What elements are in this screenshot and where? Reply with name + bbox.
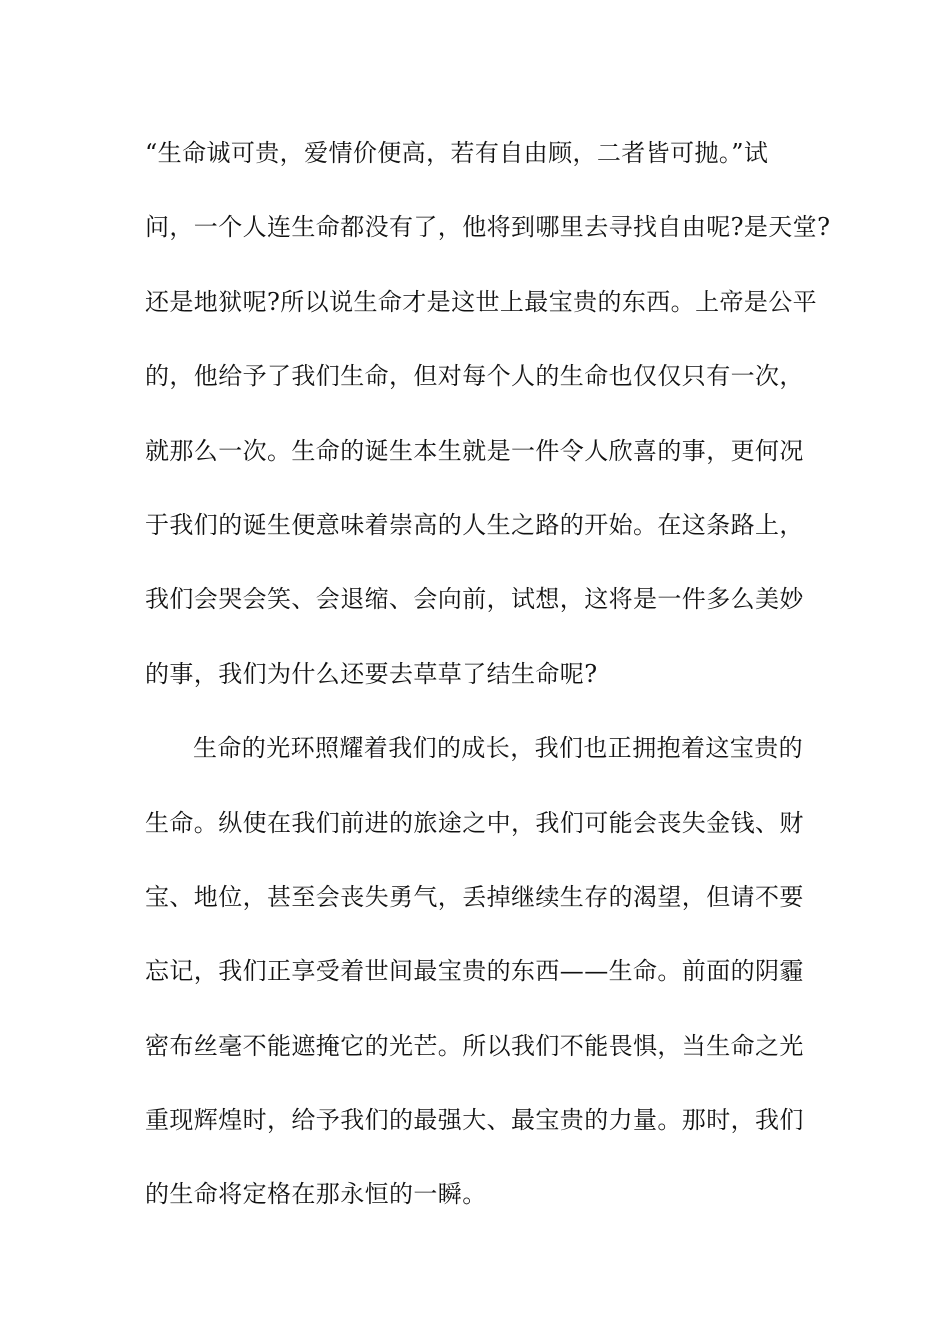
- text-line: 于我们的诞生便意味着崇高的人生之路的开始。在这条路上，: [145, 510, 804, 539]
- text-line: 生命。纵使在我们前进的旅途之中，我们可能会丧失金钱、财: [145, 808, 804, 837]
- paragraph-2: [145, 727, 825, 1248]
- text-line: 就那么一次。生命的诞生本生就是一件令人欣喜的事，更何况: [145, 436, 804, 465]
- text-line: 生命的光环照耀着我们的成长，我们也正拥抱着这宝贵的: [193, 734, 803, 763]
- text-line: 密布丝毫不能遮掩它的光芒。所以我们不能畏惧，当生命之光: [145, 1031, 804, 1060]
- text-line: 宝、地位，甚至会丧失勇气，丢掉继续生存的渴望，但请不要: [145, 882, 804, 911]
- text-line: 还是地狱呢?所以说生命才是这世上最宝贵的东西。上帝是公平: [145, 287, 818, 316]
- text-line: 忘记，我们正享受着世间最宝贵的东西——生命。前面的阴霾: [145, 957, 804, 986]
- text-line: “生命诚可贵，爱情价便高，若有自由顾，二者皆可抛。”试: [145, 139, 769, 167]
- text-line: 我们会哭会笑、会退缩、会向前，试想，这将是一件多么美妙: [145, 585, 804, 614]
- text-line: 重现辉煌时，给予我们的最强大、最宝贵的力量。那时，我们: [145, 1106, 804, 1135]
- body-text: [145, 132, 831, 1248]
- text-line: 的事，我们为什么还要去草草了结生命呢?: [145, 659, 598, 688]
- paragraph-1: [145, 132, 831, 727]
- text-line: 的生命将定格在那永恒的一瞬。: [145, 1180, 487, 1209]
- text-line: 问，一个人连生命都没有了，他将到哪里去寻找自由呢?是天堂?: [145, 213, 831, 242]
- text-line: 的，他给予了我们生命，但对每个人的生命也仅仅只有一次，: [145, 362, 804, 391]
